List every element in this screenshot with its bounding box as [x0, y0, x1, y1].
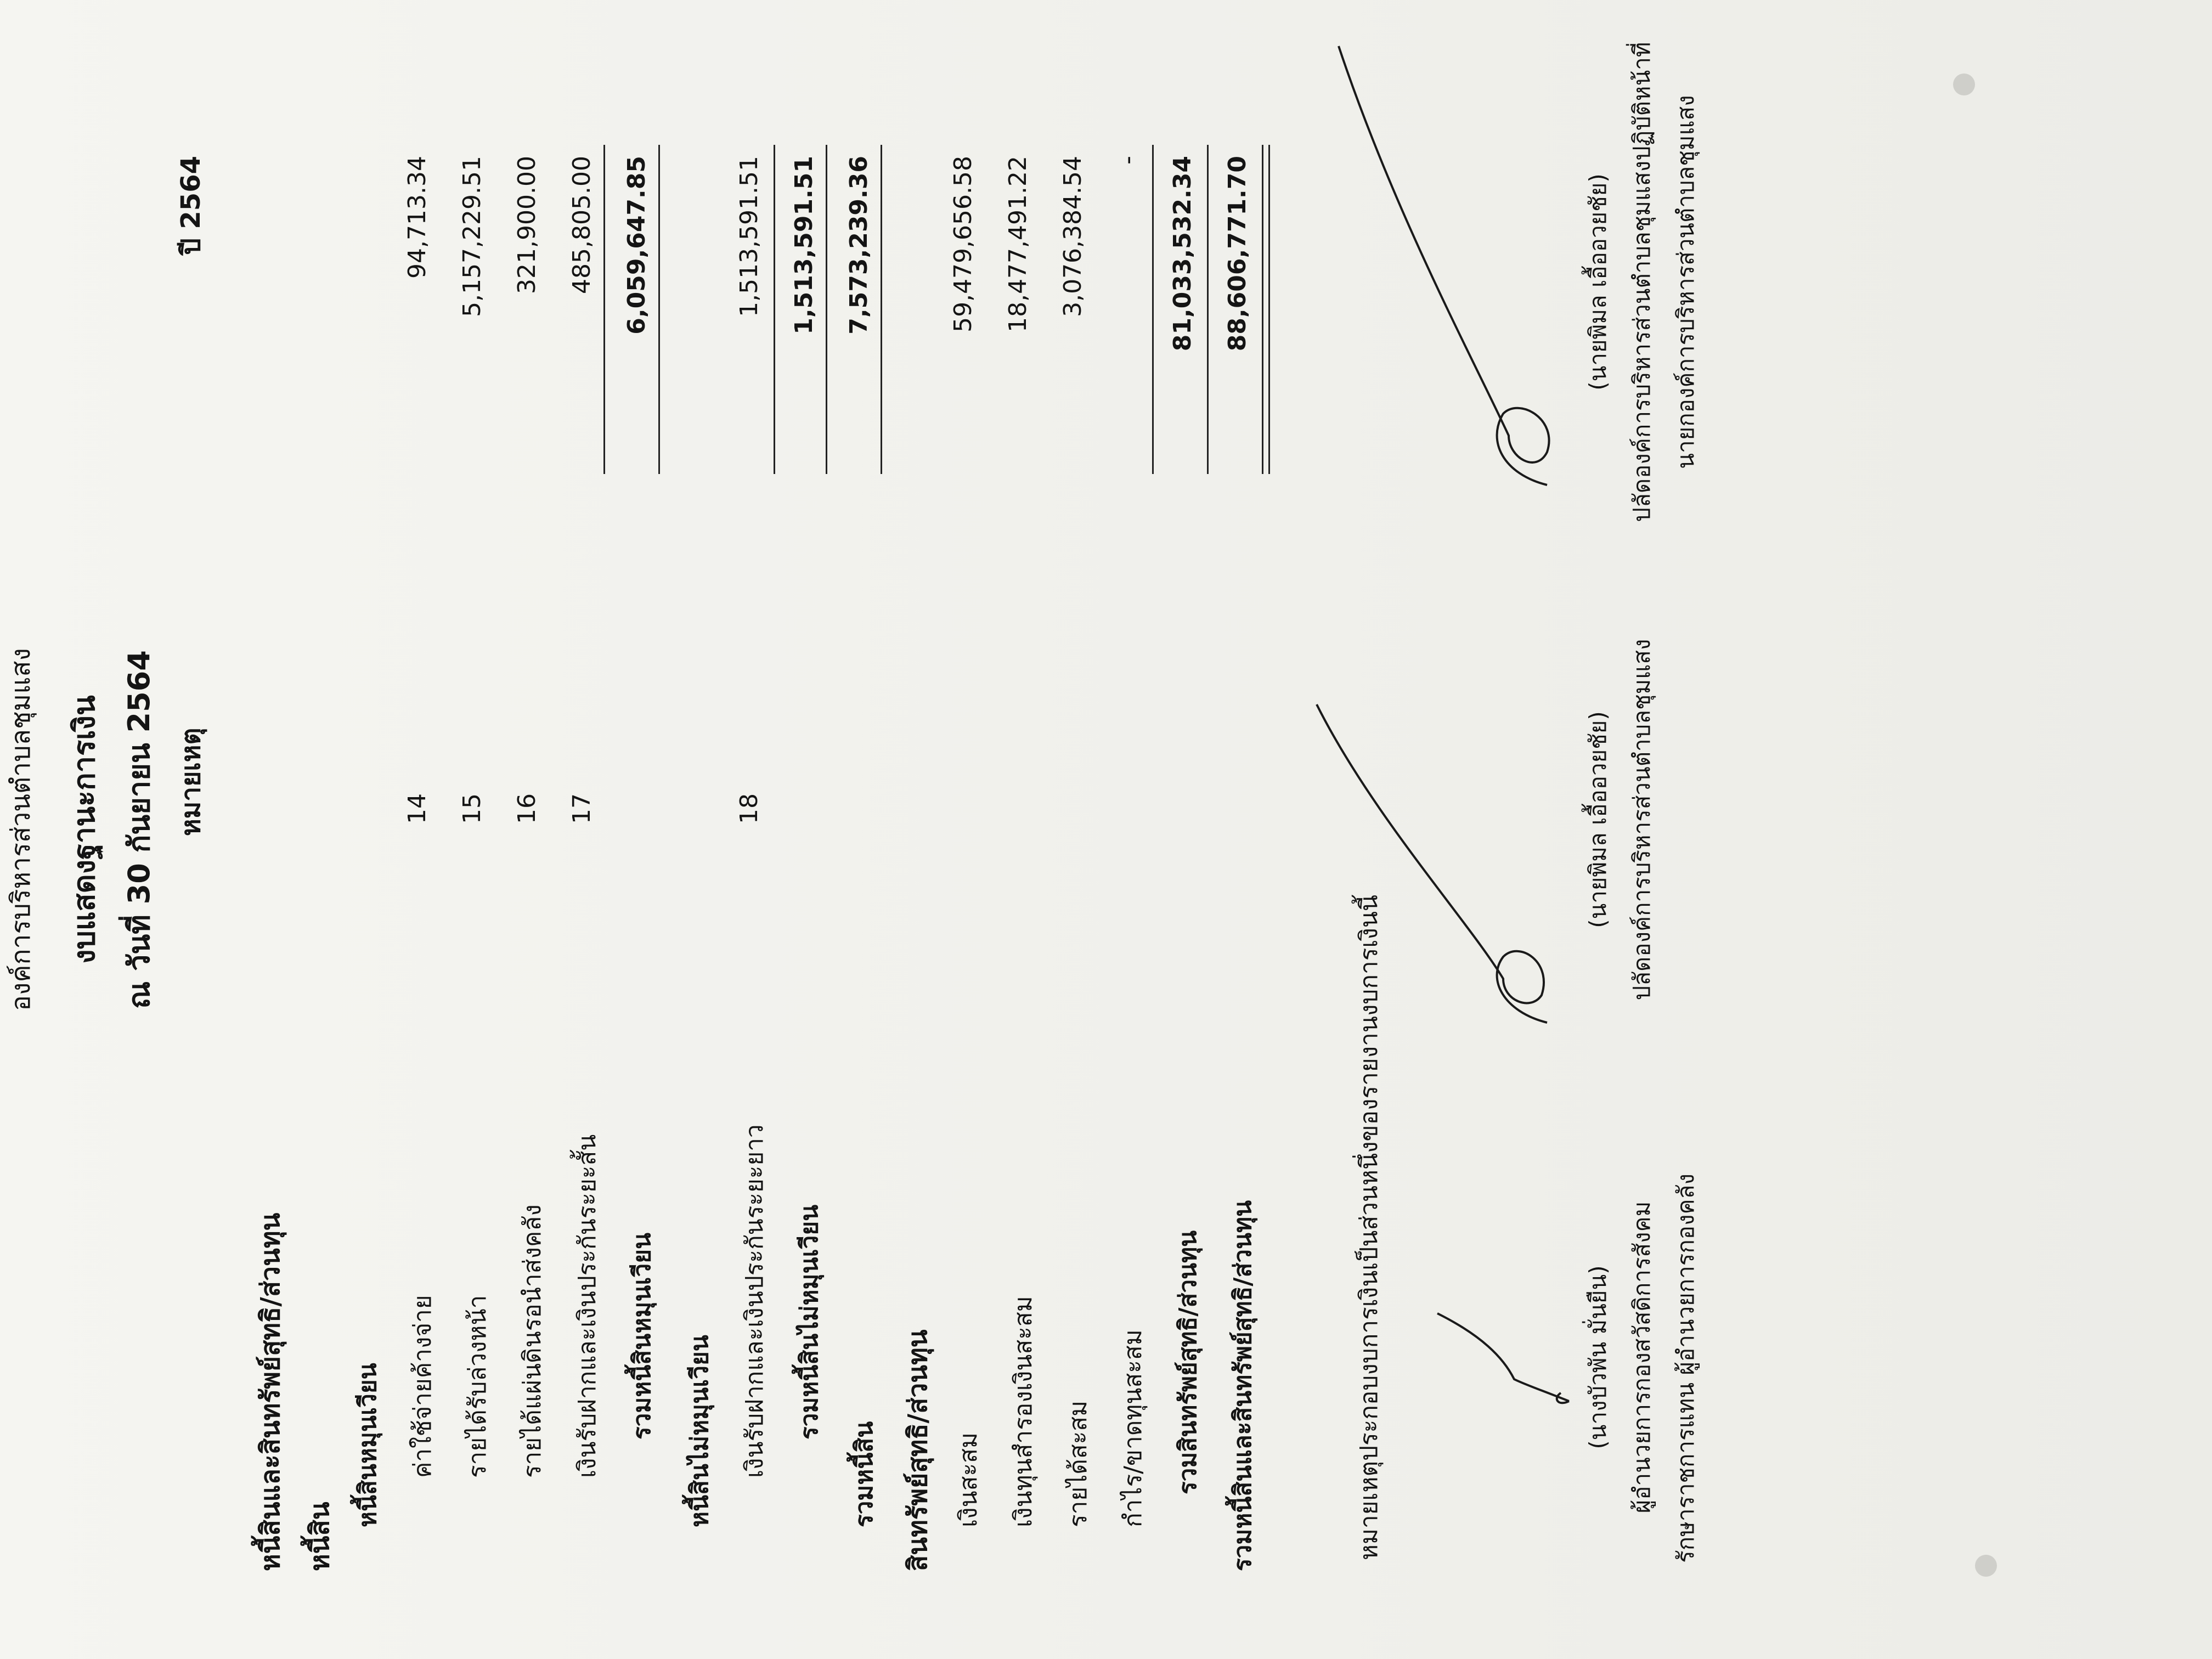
- row-note: 17: [568, 793, 596, 824]
- signer-3-name: (นายพิมล เอื้ออวยชัย): [1584, 173, 1611, 391]
- statement-title: งบแสดงฐานะการเงิน: [67, 695, 101, 964]
- row-value: 6,059,647.85: [623, 156, 651, 335]
- signer-3-position: ปลัดองค์การบริหารส่วนตำบลชุมแสงปฏิบัติหน้าที่: [1628, 42, 1655, 522]
- section-noncurrent-heading: หนี้สินไม่หมุนเวียน: [686, 1335, 714, 1527]
- row-label: รวมหนี้สินและสินทรัพย์สุทธิ/ส่วนทุน: [1229, 1200, 1257, 1571]
- signature-1-mark: [1404, 1280, 1580, 1423]
- total-rule: [826, 145, 827, 474]
- subtotal-rule: [603, 145, 605, 474]
- total-rule: [1207, 145, 1209, 474]
- grand-total-rule-top: [1262, 145, 1263, 474]
- row-label: รวมหนี้สิน: [850, 1421, 878, 1527]
- section-liabilities-heading: หนี้สิน: [304, 1502, 335, 1571]
- row-label: รวมหนี้สินหมุนเวียน: [628, 1232, 656, 1440]
- row-value: 94,713.34: [403, 156, 431, 279]
- column-note-header: หมายเหตุ: [176, 727, 206, 836]
- section-equity-heading: สินทรัพย์สุทธิ/ส่วนทุน: [902, 1329, 933, 1571]
- column-year-header: ปี 2564: [176, 156, 206, 255]
- signer-2-position: ปลัดองค์การบริหารส่วนตำบลชุมแสง: [1628, 639, 1655, 1001]
- row-label: รายได้รับล่วงหน้า: [464, 1295, 492, 1478]
- row-note: 18: [735, 793, 763, 824]
- signer-1-position: ผู้อำนวยการกองสวัสดิการสังคม: [1628, 1201, 1655, 1514]
- punch-hole: [1975, 1555, 1997, 1577]
- row-value: -: [1114, 156, 1142, 165]
- row-note: 16: [513, 793, 541, 824]
- footnote-text: หมายเหตุประกอบงบการเงินเป็นส่วนหนึ่งของรายงานงบการเงินนี้: [1355, 894, 1383, 1560]
- row-value: 18,477,491.22: [1004, 156, 1032, 332]
- row-label: รายได้แผ่นดินรอนำส่งคลัง: [518, 1204, 546, 1478]
- row-value: 81,033,532.34: [1169, 156, 1197, 352]
- subtotal-rule: [774, 145, 775, 474]
- row-note: 15: [458, 793, 486, 824]
- signature-3-mark: [1328, 24, 1580, 518]
- signature-2-mark: [1306, 661, 1591, 1056]
- grand-total-rule-bottom: [1268, 145, 1270, 474]
- row-value: 485,805.00: [568, 156, 596, 294]
- row-label: ค่าใช้จ่ายค้างจ่าย: [409, 1295, 437, 1478]
- row-value: 5,157,229.51: [458, 156, 486, 317]
- row-value: 88,606,771.70: [1223, 156, 1251, 352]
- signer-1-position-2: รักษาราชการแทน ผู้อำนวยการกองคลัง: [1672, 1173, 1699, 1563]
- total-rule: [881, 145, 882, 474]
- org-name: องค์การบริหารส่วนตำบลชุมแสง: [5, 648, 36, 1011]
- signer-2-name: (นายพิมล เอื้ออวยชัย): [1584, 711, 1611, 928]
- row-label: เงินสะสม: [955, 1432, 983, 1527]
- section-current-heading: หนี้สินหมุนเวียน: [354, 1363, 382, 1527]
- row-label: เงินรับฝากและเงินประกันระยะสั้น: [573, 1134, 601, 1478]
- row-label: รวมหนี้สินไม่หมุนเวียน: [795, 1204, 823, 1440]
- section-main-heading: หนี้สินและสินทรัพย์สุทธิ/ส่วนทุน: [255, 1212, 286, 1571]
- row-value: 3,076,384.54: [1059, 156, 1087, 317]
- row-value: 321,900.00: [513, 156, 541, 294]
- row-value: 7,573,239.36: [845, 156, 873, 335]
- punch-hole: [1953, 74, 1975, 95]
- signer-3-position-2: นายกองค์การบริหารส่วนตำบลชุมแสง: [1672, 95, 1699, 469]
- statement-date: ณ วันที่ 30 กันยายน 2564: [122, 650, 156, 1009]
- subtotal-rule: [1152, 145, 1154, 474]
- row-label: เงินทุนสำรองเงินสะสม: [1009, 1296, 1037, 1527]
- row-value: 1,513,591.51: [735, 156, 763, 317]
- total-rule: [658, 145, 660, 474]
- row-label: รวมสินทรัพย์สุทธิ/ส่วนทุน: [1174, 1230, 1202, 1494]
- row-note: 14: [403, 793, 431, 824]
- row-value: 59,479,656.58: [949, 156, 977, 332]
- row-label: กำไร/ขาดทุนสะสม: [1119, 1329, 1147, 1527]
- row-label: เงินรับฝากและเงินประกันระยะยาว: [741, 1124, 769, 1478]
- row-value: 1,513,591.51: [790, 156, 818, 335]
- signer-1-name: (นางบัวพัน มั่นยืน): [1584, 1265, 1611, 1449]
- row-label: รายได้สะสม: [1064, 1400, 1092, 1527]
